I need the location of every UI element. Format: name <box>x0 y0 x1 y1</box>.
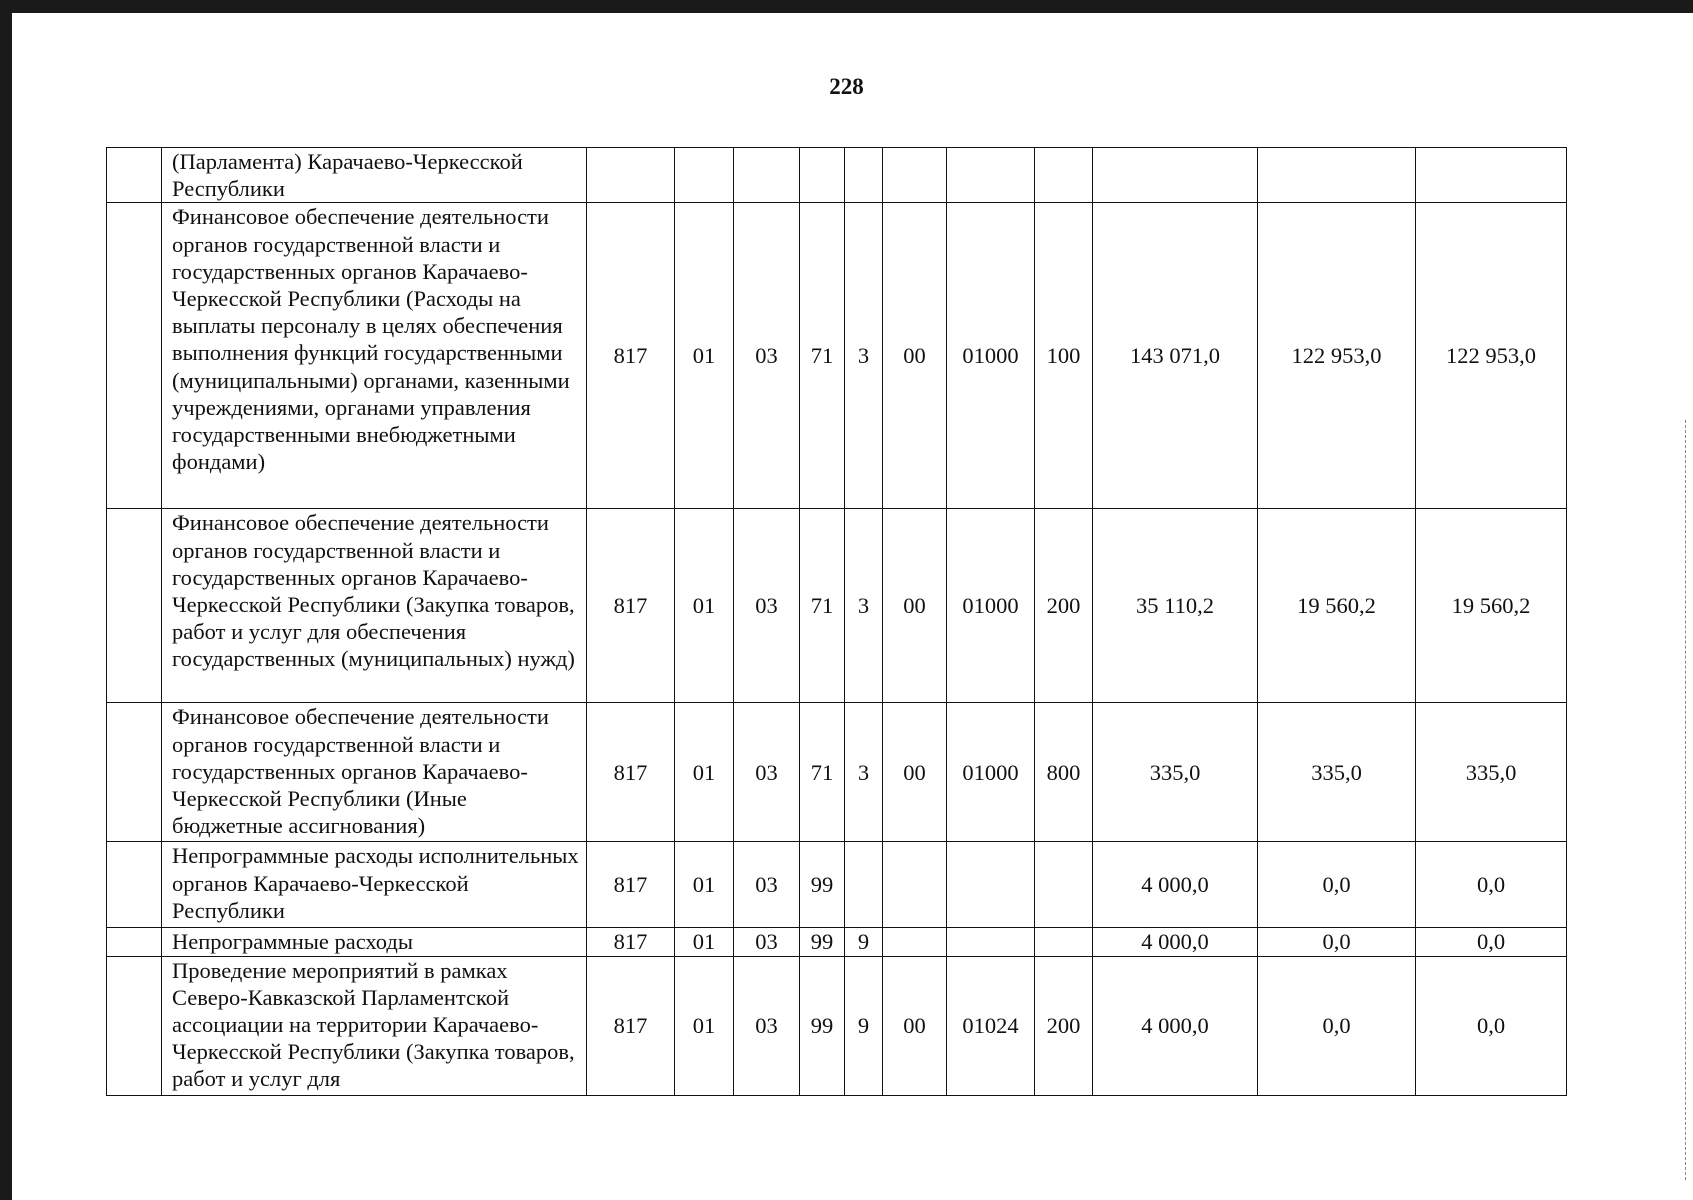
amount-1: 4 000,0 <box>1093 842 1258 928</box>
subprogram-code: 9 <box>845 928 883 956</box>
row-name: Непрограммные расходы <box>162 928 587 956</box>
direction-code <box>947 148 1035 203</box>
scan-border-left <box>0 0 12 1200</box>
row-name: (Парламента) Карачаево-Черкесской Республики <box>162 148 587 203</box>
subprogram-code <box>845 148 883 203</box>
expense-type-code: 200 <box>1035 956 1093 1095</box>
amount-1: 335,0 <box>1093 703 1258 842</box>
expense-type-code <box>1035 842 1093 928</box>
program-code: 71 <box>800 509 845 703</box>
expense-type-code <box>1035 928 1093 956</box>
subsection-code: 03 <box>734 509 800 703</box>
gov-code: 817 <box>587 703 675 842</box>
row-name: Финансовое обеспечение деятельности органов государственной власти и государственных органов Карачаево-Черкесской Республики (Закупка товаров, работ и услуг для обеспечения государственных (муниципальных) нужд) <box>162 509 587 703</box>
subsection-code: 03 <box>734 703 800 842</box>
section-code: 01 <box>675 509 734 703</box>
empty-cell <box>107 928 162 956</box>
section-code: 01 <box>675 842 734 928</box>
event-code: 00 <box>883 956 947 1095</box>
amount-3: 0,0 <box>1416 956 1567 1095</box>
amount-1: 4 000,0 <box>1093 956 1258 1095</box>
table-row <box>107 703 1567 842</box>
event-code: 00 <box>883 203 947 509</box>
table-row <box>107 928 1567 956</box>
scan-dashed-line <box>1685 420 1687 1180</box>
program-code: 71 <box>800 203 845 509</box>
table-row <box>107 842 1567 928</box>
gov-code: 817 <box>587 203 675 509</box>
gov-code: 817 <box>587 956 675 1095</box>
empty-cell <box>107 203 162 509</box>
direction-code <box>947 928 1035 956</box>
program-code: 99 <box>800 956 845 1095</box>
subprogram-code: 3 <box>845 509 883 703</box>
amount-2: 0,0 <box>1258 842 1416 928</box>
event-code <box>883 842 947 928</box>
section-code: 01 <box>675 928 734 956</box>
amount-3: 0,0 <box>1416 928 1567 956</box>
subprogram-code: 9 <box>845 956 883 1095</box>
row-name: Непрограммные расходы исполнительных органов Карачаево-Черкесской Республики <box>162 842 587 928</box>
empty-cell <box>107 842 162 928</box>
amount-1: 143 071,0 <box>1093 203 1258 509</box>
direction-code: 01000 <box>947 203 1035 509</box>
amount-3: 335,0 <box>1416 703 1567 842</box>
row-name: Финансовое обеспечение деятельности органов государственной власти и государственных органов Карачаево-Черкесской Республики (Расходы на выплаты персоналу в целях обеспечения выполнения функций государственными (муниципальными) органами, казенными учреждениями, органами управления государственными внебюджетными фондами) <box>162 203 587 509</box>
direction-code <box>947 842 1035 928</box>
direction-code: 01000 <box>947 703 1035 842</box>
amount-1: 4 000,0 <box>1093 928 1258 956</box>
expense-type-code: 200 <box>1035 509 1093 703</box>
subsection-code: 03 <box>734 203 800 509</box>
program-code <box>800 148 845 203</box>
section-code: 01 <box>675 203 734 509</box>
empty-cell <box>107 148 162 203</box>
subsection-code: 03 <box>734 842 800 928</box>
event-code <box>883 928 947 956</box>
program-code: 99 <box>800 928 845 956</box>
page-number: 228 <box>829 74 864 99</box>
event-code <box>883 148 947 203</box>
empty-cell <box>107 509 162 703</box>
table-row <box>107 148 1567 203</box>
subsection-code <box>734 148 800 203</box>
amount-2: 0,0 <box>1258 928 1416 956</box>
amount-3 <box>1416 148 1567 203</box>
amount-2: 122 953,0 <box>1258 203 1416 509</box>
table-row <box>107 956 1567 1095</box>
direction-code: 01024 <box>947 956 1035 1095</box>
expense-type-code: 800 <box>1035 703 1093 842</box>
table-body <box>107 148 1567 1096</box>
gov-code <box>587 148 675 203</box>
program-code: 99 <box>800 842 845 928</box>
subsection-code: 03 <box>734 928 800 956</box>
expense-type-code <box>1035 148 1093 203</box>
amount-1: 35 110,2 <box>1093 509 1258 703</box>
budget-table <box>106 147 1567 1096</box>
gov-code: 817 <box>587 928 675 956</box>
section-code <box>675 148 734 203</box>
gov-code: 817 <box>587 509 675 703</box>
amount-2: 19 560,2 <box>1258 509 1416 703</box>
table-row <box>107 203 1567 509</box>
gov-code: 817 <box>587 842 675 928</box>
direction-code: 01000 <box>947 509 1035 703</box>
amount-1 <box>1093 148 1258 203</box>
section-code: 01 <box>675 703 734 842</box>
amount-3: 19 560,2 <box>1416 509 1567 703</box>
subprogram-code: 3 <box>845 203 883 509</box>
section-code: 01 <box>675 956 734 1095</box>
subprogram-code <box>845 842 883 928</box>
subprogram-code: 3 <box>845 703 883 842</box>
row-name: Проведение мероприятий в рамках Северо-Кавказской Парламентской ассоциации на территории Карачаево-Черкесской Республики (Закупка товаров, работ и услуг для <box>162 956 587 1095</box>
empty-cell <box>107 703 162 842</box>
event-code: 00 <box>883 703 947 842</box>
subsection-code: 03 <box>734 956 800 1095</box>
amount-2: 0,0 <box>1258 956 1416 1095</box>
program-code: 71 <box>800 703 845 842</box>
amount-2 <box>1258 148 1416 203</box>
amount-3: 0,0 <box>1416 842 1567 928</box>
amount-3: 122 953,0 <box>1416 203 1567 509</box>
row-name: Финансовое обеспечение деятельности органов государственной власти и государственных органов Карачаево-Черкесской Республики (Иные бюджетные ассигнования) <box>162 703 587 842</box>
expense-type-code: 100 <box>1035 203 1093 509</box>
scan-border-top <box>0 0 1693 13</box>
event-code: 00 <box>883 509 947 703</box>
amount-2: 335,0 <box>1258 703 1416 842</box>
table-row <box>107 509 1567 703</box>
empty-cell <box>107 956 162 1095</box>
